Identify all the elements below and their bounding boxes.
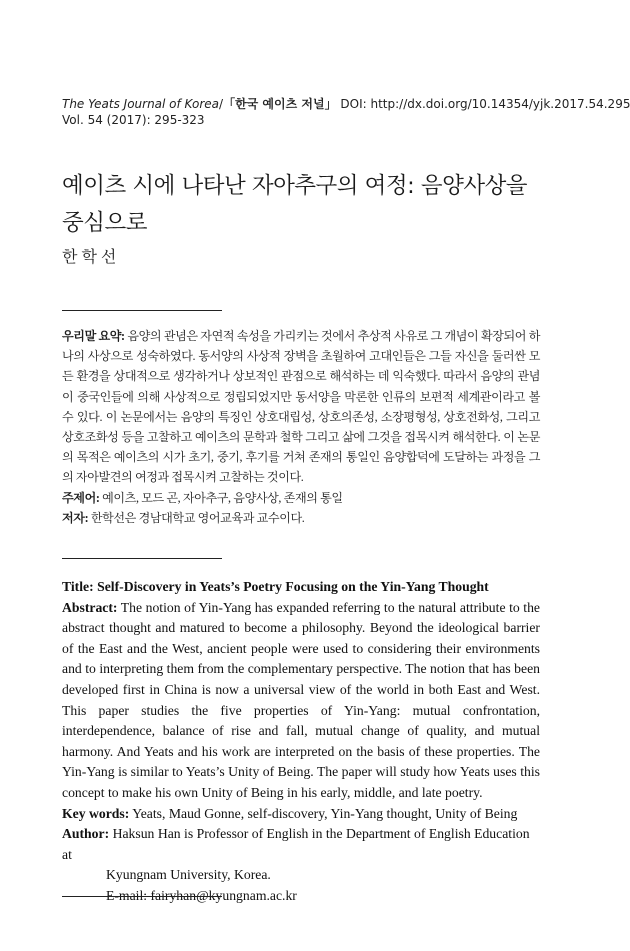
- doi-link[interactable]: DOI: http://dx.doi.org/10.14354/yjk.2017.54.295: [340, 97, 630, 111]
- english-author-line1: Haksun Han is Professor of English in the Department of English Education at: [62, 826, 530, 862]
- korean-abstract: [62, 326, 540, 528]
- korean-summary-label: 우리말 요약:: [62, 329, 125, 343]
- korean-summary: [62, 326, 540, 488]
- english-abstract-label: Abstract:: [62, 599, 118, 615]
- divider-middle: [62, 558, 222, 559]
- english-author-label: Author:: [62, 826, 110, 842]
- english-abstract-text: The notion of Yin-Yang has expanded referring to the natural attribute to the abstract thought and matured to become a philosophy. Beyond the ideological barrier of the East and the West, ancient people were used to considering their environments and to interpreting them from the complementary perspective. The notion that has been developed first in China is now a universal view of the world in both East and West. This paper studies the five properties of Yin-Yang: mutual confrontation, interdependence, balance of rise and fall, mutual change of quality, and mutual harmony. And Yeats and his work are interpreted on the basis of these properties. The Yin-Yang is similar to Yeats’s Unity of Being. The paper will study how Yeats uses this concept to make his own Unity of Being in his early, middle, and late poetry.: [62, 599, 540, 800]
- korean-summary-text: 음양의 관념은 자연적 속성을 가리키는 것에서 추상적 사유로 그 개념이 확장되어 하나의 사상으로 성숙하였다. 동서양의 사상적 장벽을 초월하여 고대인들은 그들 자신을 둘러싼 모든 환경을 상대적으로 생각하거나 상보적인 관점으로 해석하는 데 익숙했다. 따라서 음양의 관념이 중국인들에 의해 사상적으로 정립되었지만 동서양을 막론한 인류의 보편적 세계관이라고 볼 수 있다. 이 논문에서는 음양의 특징인 상호대립성, 상호의존성, 소장평형성, 상호전화성, 그리고 상호조화성 등을 고찰하고 예이츠의 문학과 철학 그리고 삶에 그것을 접목시켜 해석한다. 이 논문의 목적은 예이츠의 시가 초기, 중기, 후기를 거쳐 존재의 통일인 음양합덕에 도달하는 과정을 그의 자아발견의 여정과 접목시켜 고찰하는 것이다.: [62, 329, 540, 485]
- english-keywords: [62, 804, 540, 825]
- korean-author-label: 저자:: [62, 510, 89, 525]
- journal-header: [62, 96, 630, 128]
- paper-title: 예이츠 시에 나타난 자아추구의 여정: 음양사상을 중심으로: [62, 173, 528, 237]
- english-keywords-label: Key words:: [62, 805, 130, 821]
- english-abstract-paragraph: [62, 598, 540, 804]
- korean-author-text: 한학선은 경남대학교 영어교육과 교수이다.: [88, 510, 305, 525]
- korean-keywords: [62, 488, 540, 508]
- journal-citation-line: [62, 96, 630, 112]
- english-abstract: [62, 577, 540, 907]
- divider-bottom: [62, 896, 222, 897]
- journal-name: The Yeats Journal of Korea: [62, 97, 220, 111]
- english-title-text: Title: Self-Discovery in Yeats’s Poetry Focusing on the Yin-Yang Thought: [62, 579, 489, 594]
- korean-keywords-text: 예이츠, 모드 곤, 자아추구, 음양사상, 존재의 통일: [99, 490, 343, 505]
- korean-keywords-label: 주제어:: [62, 490, 100, 505]
- english-author-affiliation: Kyungnam University, Korea.: [106, 867, 271, 883]
- volume-info: Vol. 54 (2017): 295-323: [62, 113, 205, 127]
- paper-author: 한학선: [62, 247, 121, 266]
- journal-korean-name: 「한국 예이츠 저널」: [223, 97, 337, 111]
- english-keywords-text: Yeats, Maud Gonne, self-discovery, Yin-Yang thought, Unity of Being: [129, 805, 518, 821]
- divider-top: [62, 310, 222, 311]
- english-author: [62, 824, 540, 865]
- english-title: [62, 577, 540, 598]
- journal-separator: /: [219, 97, 224, 111]
- author-email[interactable]: E-mail: fairyhan@kyungnam.ac.kr: [106, 887, 297, 903]
- korean-author: [62, 508, 540, 528]
